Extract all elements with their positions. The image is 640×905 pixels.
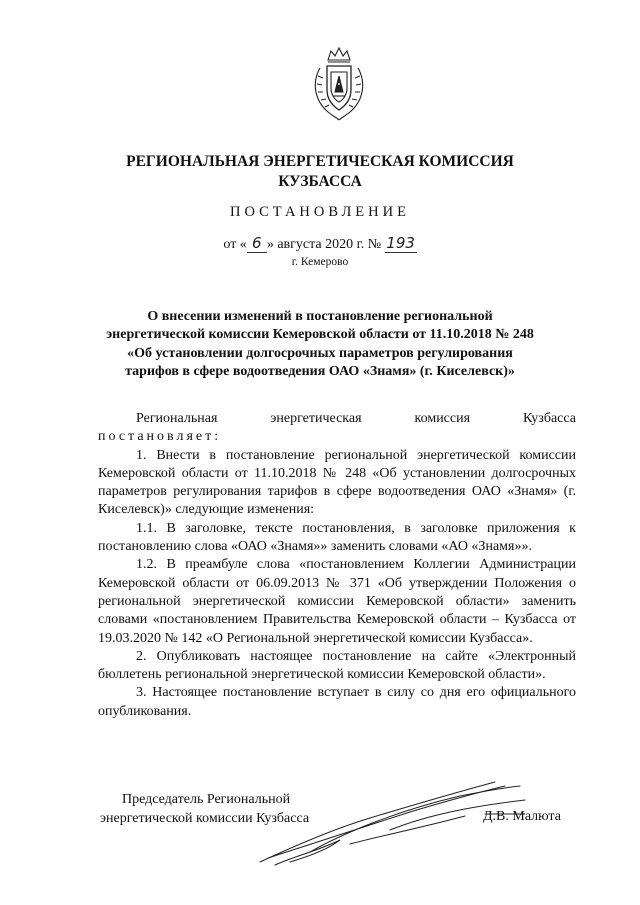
body-paragraph: 1.2. В преамбуле слова «постановлением Коллегии Администрации Кемеровской области от 06.09.2013 № 371 «Об утверждении Положения о региональной энергетической комиссии Кемеровской области» заменить словами «постановлением Правительства Кемеровской области – Кузбасса от 19.03.2020 № 142 «О Региональной энергетической комиссии Кузбасса». (98, 557, 576, 646)
date-prefix: от « (223, 237, 247, 252)
org-name-line2: КУЗБАССА (278, 173, 362, 190)
signer-block (100, 790, 309, 828)
document-type: ПОСТАНОВЛЕНИЕ (230, 204, 410, 220)
document-date-line (150, 234, 490, 253)
body-intro: Региональная энергетическая комиссия Кузбасса (136, 411, 576, 426)
body-paragraph: 2. Опубликовать настоящее постановление на сайте «Электронный бюллетень региональной энергетической комиссии Кемеровской области». (98, 648, 576, 683)
subject-line: тарифов в сфере водоотведения ОАО «Знамя» (г. Киселевск)» (125, 363, 515, 379)
body-resolves: постановляет: (98, 429, 222, 445)
signer-name: Д.В. Малюта (483, 809, 561, 824)
document-subject (80, 308, 560, 381)
body-paragraph: 1. Внести в постановление региональной энергетической комиссии Кемеровской области от 11.10.2018 № 248 «Об установлении долгосрочных параметров регулирования тарифов в сфере водоотведения ОАО «Знамя» (г. Киселевск)» следующие изменения: (98, 447, 576, 518)
org-name-line1: РЕГИОНАЛЬНАЯ ЭНЕРГЕТИЧЕСКАЯ КОМИССИЯ (126, 153, 514, 170)
subject-line: энергетической комиссии Кемеровской области от 11.10.2018 № 248 (106, 327, 534, 343)
document-body (98, 410, 576, 721)
document-number: 193 (386, 234, 415, 252)
body-paragraph: 1.1. В заголовке, тексте постановления, в заголовке приложения к постановлению слова «ОАО «Знамя»» заменить словами «АО «Знамя»». (98, 520, 576, 555)
signer-title-line1: Председатель Региональной (122, 792, 291, 807)
date-middle: » августа 2020 г. № (266, 237, 382, 252)
coat-of-arms-icon (306, 44, 372, 124)
document-city: г. Кемерово (291, 256, 349, 268)
body-paragraph: 3. Настоящее постановление вступает в силу со дня его официального опубликования. (98, 685, 576, 719)
date-day: 6 (247, 234, 267, 253)
subject-line: О внесении изменений в постановление региональной (147, 309, 493, 324)
signer-title-line2: энергетической комиссии Кузбасса (100, 811, 310, 826)
subject-line: «Об установлении долгосрочных параметров регулирования (127, 345, 513, 361)
